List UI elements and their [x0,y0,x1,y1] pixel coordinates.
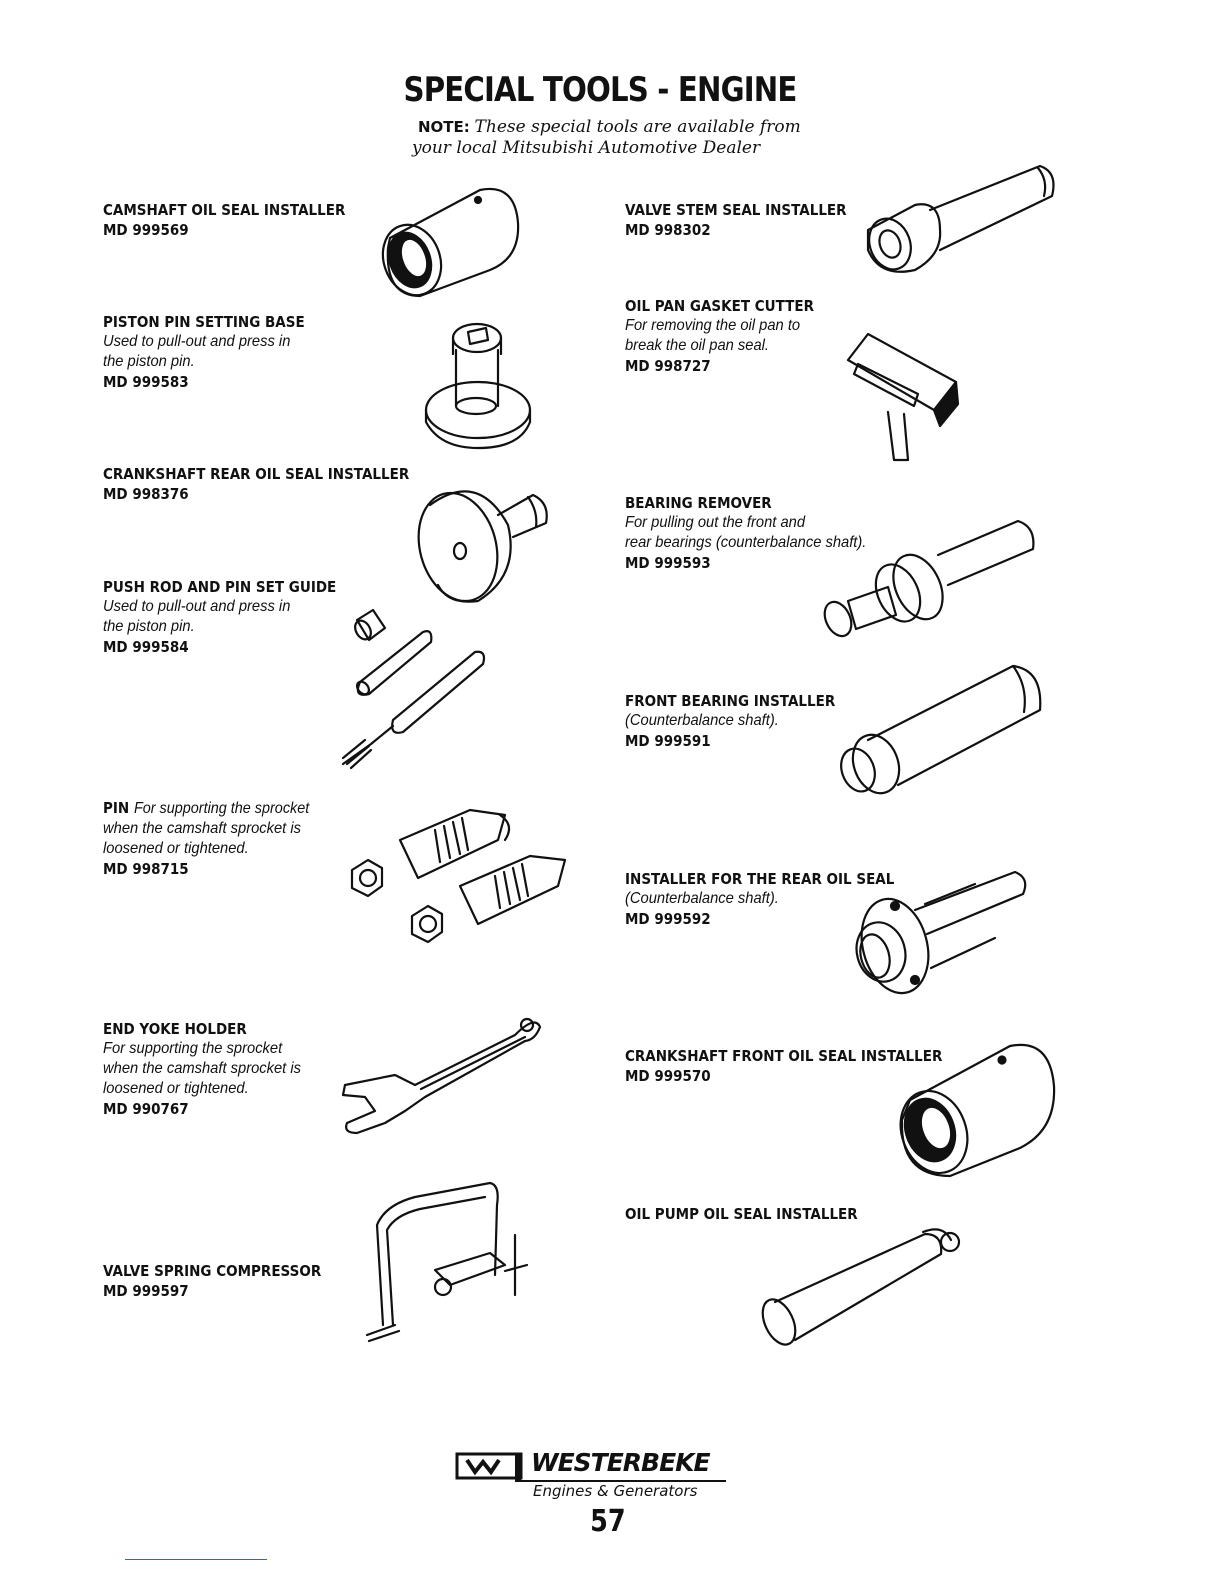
part-number: MD 999583 [103,373,189,391]
part-number: MD 990767 [103,1100,189,1118]
tool-description: For removing the oil pan to break the oil pan seal. [625,317,801,354]
bearing-remover-illustration [818,515,1048,645]
tool-description: (Counterbalance shaft). [625,712,779,729]
end-yoke-holder-illustration [335,1005,545,1145]
tool-name: CRANKSHAFT FRONT OIL SEAL INSTALLER [625,1047,943,1065]
tool-name: PISTON PIN SETTING BASE [103,313,305,331]
tool-name-text: PIN [103,799,130,817]
tool-description: For pulling out the front and rear bearings (counterbalance shaft). [625,514,867,551]
part-number: MD 998376 [103,485,189,503]
tool-name: VALVE STEM SEAL INSTALLER [625,201,847,219]
note-label: NOTE: [418,118,470,136]
part-number: MD 999593 [625,554,711,572]
part-number: MD 999592 [625,910,711,928]
tool-description: (Counterbalance shaft). [625,890,779,907]
oil-pump-oil-seal-installer-illustration [755,1220,975,1350]
note-text: These special tools are available from [474,117,801,137]
tool-description: when the camshaft sprocket is loosened or tightened. [103,820,302,857]
part-number: MD 998715 [103,860,189,878]
note [412,116,801,159]
page-number: 57 [590,1504,626,1539]
piston-pin-setting-base-illustration [420,310,540,450]
tool-name: OIL PAN GASKET CUTTER [625,297,814,315]
westerbeke-logo-icon [455,1452,527,1482]
camshaft-oil-seal-installer-illustration [380,178,530,302]
bottom-rule [125,1559,267,1560]
brand-tagline: Engines & Generators [533,1482,698,1500]
part-number: MD 999591 [625,732,711,750]
part-number: MD 999584 [103,638,189,656]
valve-stem-seal-installer-illustration [860,160,1060,280]
crankshaft-front-oil-seal-installer-illustration [890,1030,1065,1180]
brand-name: WESTERBEKE [531,1448,710,1477]
part-number: MD 999570 [625,1067,711,1085]
tool-camshaft-oil-seal-installer [103,200,423,240]
oil-pan-gasket-cutter-illustration [838,330,968,470]
part-number: MD 998727 [625,357,711,375]
tool-piston-pin-setting-base [103,312,423,392]
tool-description: Used to pull-out and press in the piston pin. [103,333,291,370]
tool-description: Used to pull-out and press in the piston pin. [103,598,291,635]
tool-name: OIL PUMP OIL SEAL INSTALLER [625,1205,858,1223]
crankshaft-rear-oil-seal-installer-illustration [408,475,558,605]
tool-description-inline: For supporting the sprocket [133,800,310,817]
push-rod-and-pin-set-guide-illustration [335,602,495,772]
note-text-line2: your local Mitsubishi Automotive Dealer [412,138,761,158]
part-number: MD 999569 [103,221,189,239]
part-number: MD 999597 [103,1282,189,1300]
tool-name: CAMSHAFT OIL SEAL INSTALLER [103,201,346,219]
tool-name: INSTALLER FOR THE REAR OIL SEAL [625,870,895,888]
tool-name: CRANKSHAFT REAR OIL SEAL INSTALLER [103,465,410,483]
page-title: SPECIAL TOOLS - ENGINE [403,70,797,110]
tool-name: VALVE SPRING COMPRESSOR [103,1262,322,1280]
tool-crankshaft-rear-oil-seal-installer [103,464,433,504]
pin-illustration [340,800,580,950]
tool-name: FRONT BEARING INSTALLER [625,692,836,710]
front-bearing-installer-illustration [828,660,1048,795]
tool-name: END YOKE HOLDER [103,1020,247,1038]
tool-name: PUSH ROD AND PIN SET GUIDE [103,578,337,596]
valve-spring-compressor-illustration [355,1175,535,1345]
footer [455,1448,735,1568]
part-number: MD 998302 [625,221,711,239]
tool-name: BEARING REMOVER [625,494,772,512]
tool-description: For supporting the sprocket when the camshaft sprocket is loosened or tightened. [103,1040,302,1097]
installer-for-rear-oil-seal-illustration [835,860,1035,1000]
